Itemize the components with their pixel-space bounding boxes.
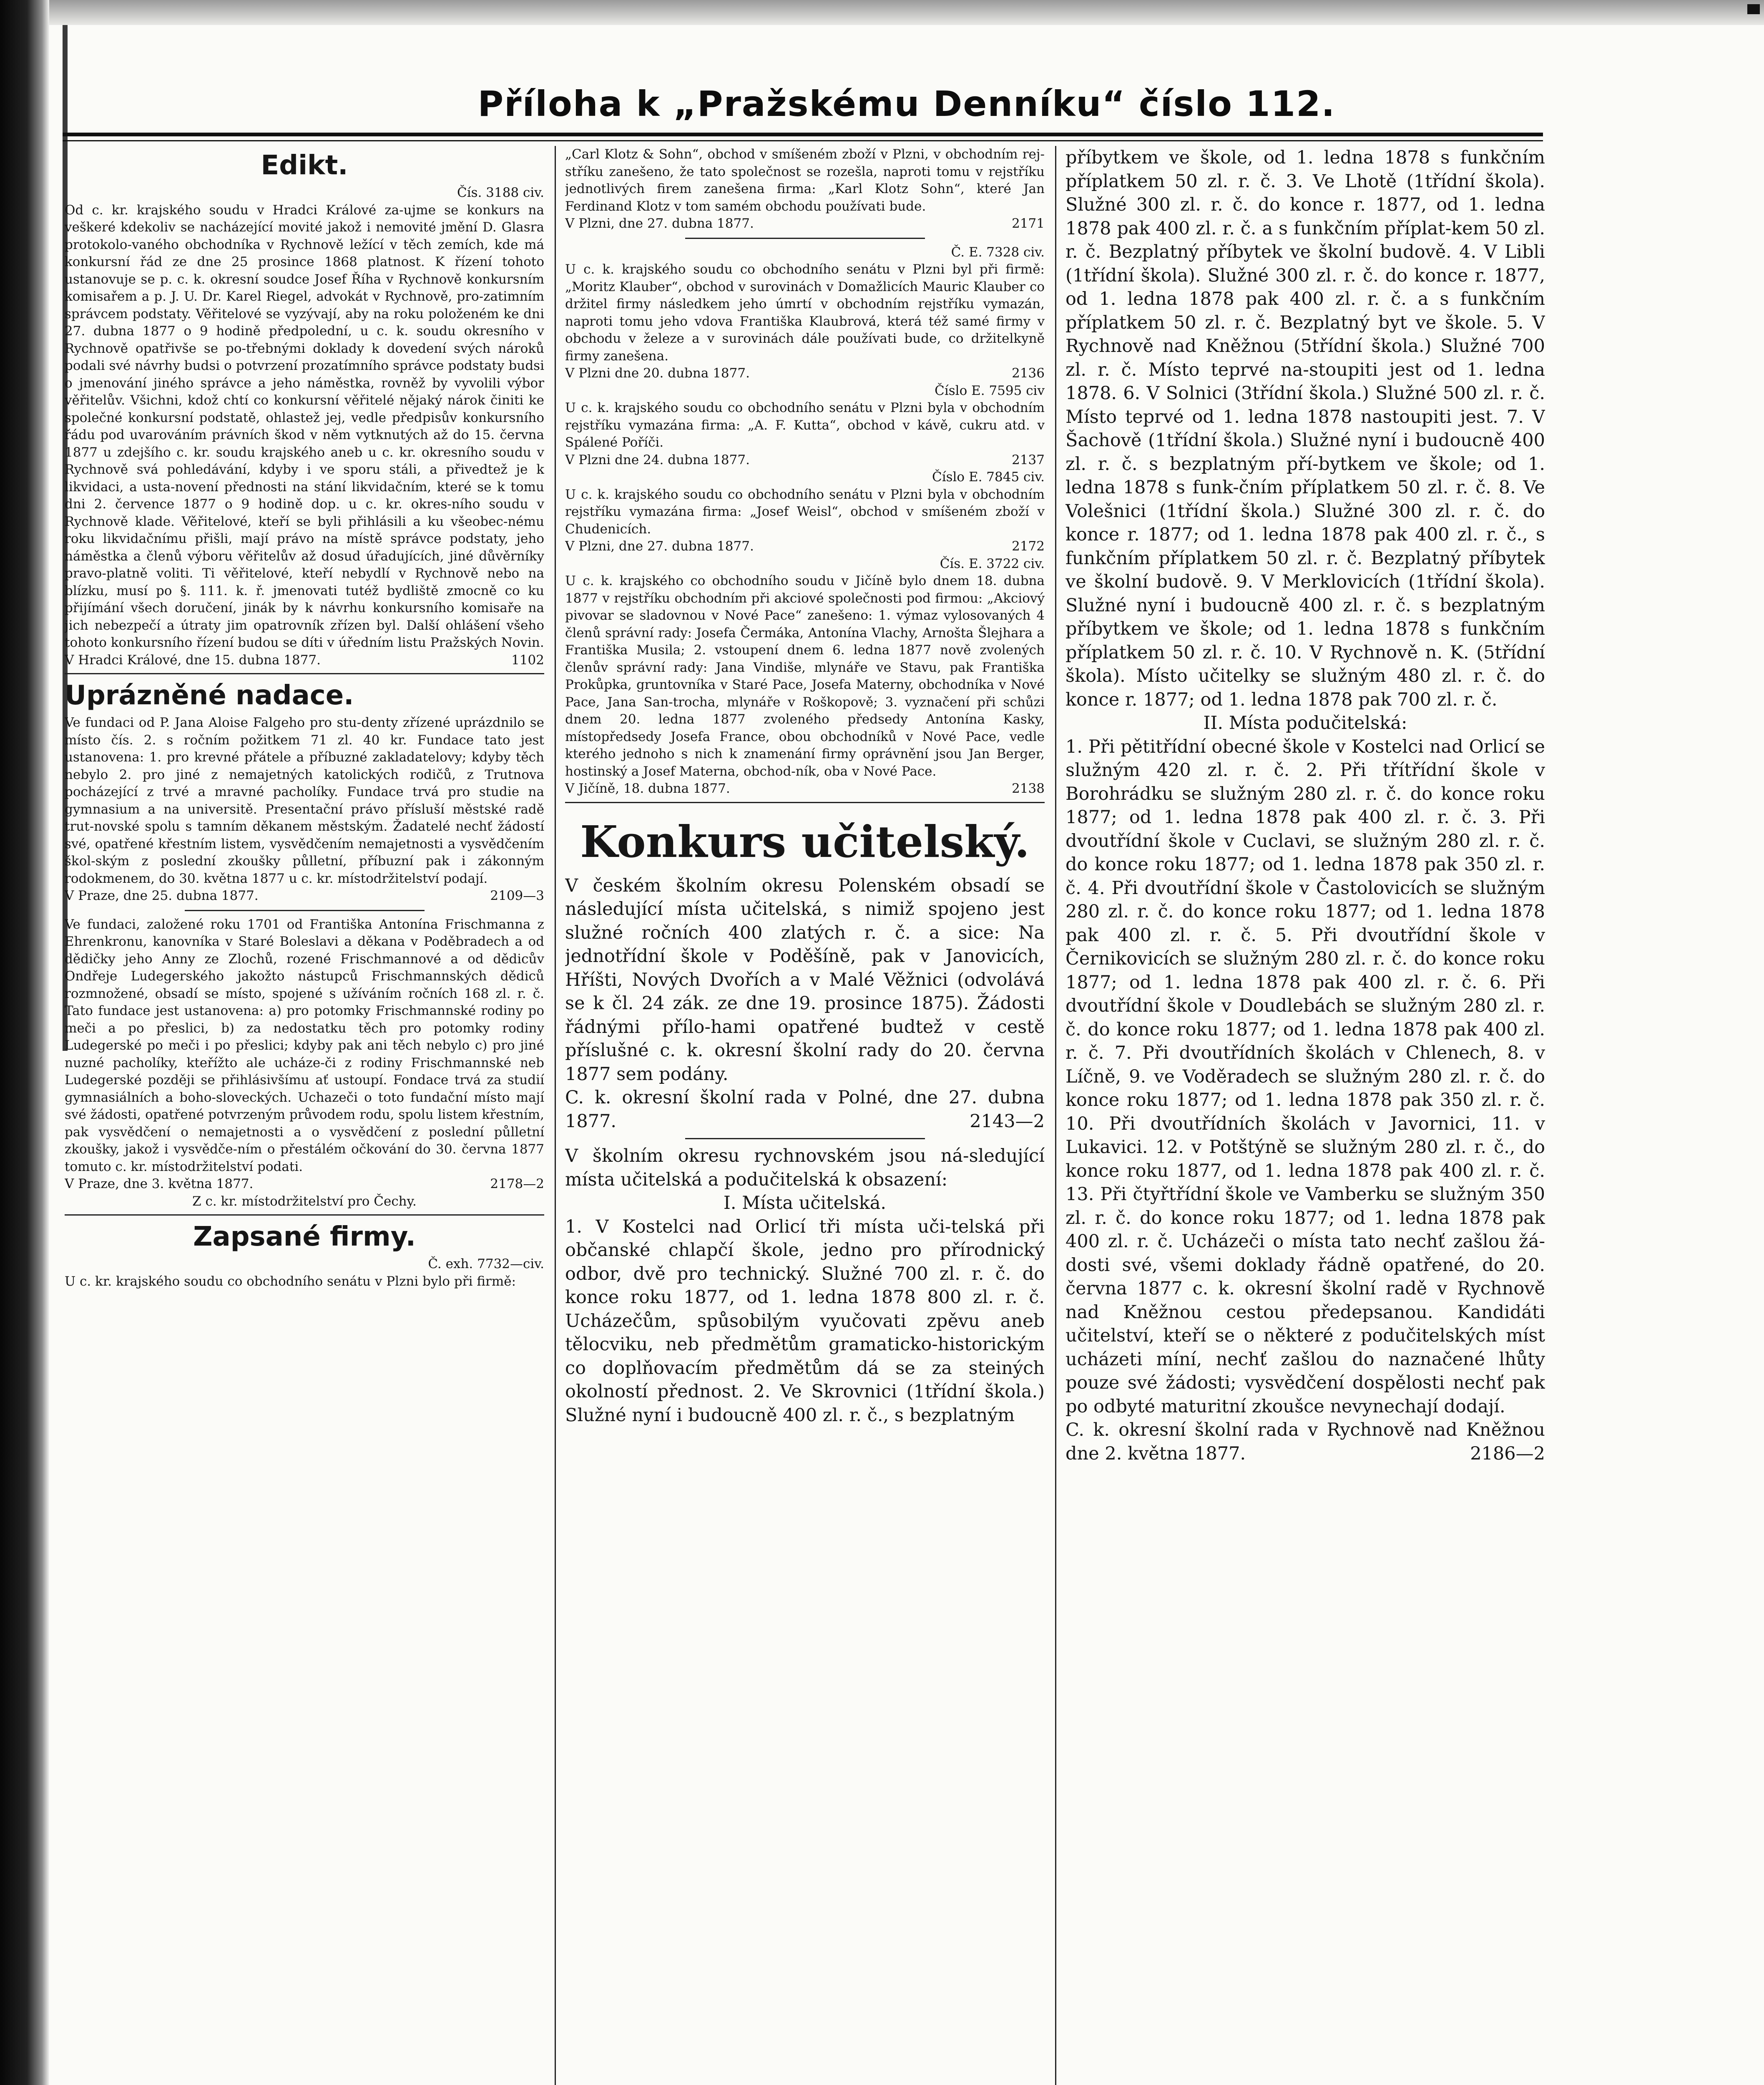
item-rule <box>685 238 925 239</box>
column-divider <box>555 146 556 2085</box>
item-rule <box>185 910 425 911</box>
firma-pivovar-signature: V Jičíně, 18. dubna 1877. 2138 <box>565 781 1045 796</box>
firmy-reference: Č. exh. 7732—civ. <box>428 1256 544 1271</box>
section-rule <box>65 1214 544 1216</box>
column-3 <box>1065 146 1545 2085</box>
firma-klauber-signature: V Plzni dne 20. dubna 1877. 2136 <box>565 366 1045 381</box>
konkurs-polna-text: V českém školním okresu Polenském obsadí se následující místa učitelská, s nimiž spojeno jest služné ročních 400 zlatých r. č. a sice: Na jednotřídní škole v Poděšíně, pak v Janovicích, Hříšti, Nových Dvořích a v Malé Věžnici (odvolává se k čl. 24 zák. ze dne 19. prosince 1875). Žádosti řádnými přílo-hami opatřené budtež v cestě příslušné c. k. okresní školní rady do 20. června 1877 sem podány. <box>565 875 1045 1085</box>
firma-weisl-signature: V Plzni, dne 27. dubna 1877. 2172 <box>565 539 1045 554</box>
firma-kutta-signature: V Plzni dne 24. dubna 1877. 2137 <box>565 452 1045 467</box>
firma-pivovar-reference: Čís. E. 3722 civ. <box>940 556 1045 571</box>
edikt-reference: Čís. 3188 civ. <box>457 185 544 200</box>
nadace-2-office: Z c. kr. místodržitelství pro Čechy. <box>192 1193 417 1209</box>
konkurs-rychnov-text: 1. V Kostelci nad Orlicí tři místa uči-telská při občanské chlapčí škole, jedno pro přírodnický odbor, dvě pro technický. Služné 700 zl. r. č. do konce roku 1877, od 1. ledna 1878 800 zl. r. č. Ucházečům, spůsobilým vyučovati zpěvu aneb tělocviku, neb předmětům gramaticko-historickým co doplňovacím předmětům dá se za steiných okolností přednost. 2. Ve Skrovnici (1třídní škola.) Služné nyní i budoucně 400 zl. r. č., s bezplatným <box>565 1216 1045 1426</box>
nadace-heading: Uprázněné nadace. <box>65 680 354 711</box>
item-rule <box>685 1138 925 1139</box>
nadace-2-text: Ve fundaci, založené roku 1701 od Františka Antonína Frischmanna z Ehrenkronu, kanovníka v Staré Boleslavi a děkana v Poděbradech a od dědičky jeho Anny ze Zlochů, rozené Frischmannové a od dědicův Ondřeje Ludegerského jakožto nástupců Frischmannských dědiců rozmnožené, obsadí se místo, spojené s užíváním ročních 168 zl. r. č. Tato fundace jest ustanovena: a) pro potomky Frischmannské rodiny po meči a po přeslici, b) za nedostatku těch pro potomky rodiny Ludegerské po meči i po přeslici; kdyby pak ani těch nebylo c) pro jiné nuzné pacholíky, kteřížto ale ucháze-či z rodiny Frischmannské neb Ludegerské později se přihlásivšímu ať ustoupí. Fondace trvá za studií gymnasiálních a boho-sloveckých. Uchazeči o toto fundační místo mají své žádosti, opatřené potvrzeným průvodem rodu, spolu listem křestním, pak vysvědčení o nemajetnosti a o vysvědčení z poslední půlletní zkoušky, jakož i vysvědče-ním o přestálém očkování do 30. června 1877 tomuto c. kr. místodržitelství podati. <box>65 917 544 1174</box>
edikt-text: Od c. kr. krajského soudu v Hradci Králové za-ujme se konkurs na veškeré kdekoliv se nacházející movité jakož i nemovité jmění D. Glasra protokolo-vaného obchodníka v Rychnově ležící v těch zemích, kde má konkursní řád ze dne 25 prosince 1868 platnost. K řízení tohoto ustanovuje se p. c. k. okresní soudce Josef Říha v Rychnově konkursním komisařem a p. J. U. Dr. Karel Riegel, advokát v Rychnově, pro-zatimním správcem podstaty. Věřitelové se vyzývají, aby na roku položeném ke dni 27. dubna 1877 o 9 hodině předpolední, u c. k. soudu okresního v Rychnově opatřivše se po-třebnými doklady k dovedení svých nároků podali své návrhy budsi o potvrzení prozatímního správce podstaty budsi o jmenování jiného správce a jeho náměstka, rovněž by vyvolili výbor věřitelův. Všichni, kdož chtí co konkursní věřitelé nějaký nárok činiti ke společné konkursní podstatě, ohlastež jej, vedle předpisův konkursního řádu pod uvarováním právních škod v něm vytknutých až do 15. června 1877 u zdejšího c. kr. soudu krajského aneb u c. kr. okresního soudu v Rychnově svá pohledávání, kdyby i ve sporu stáli, a přivedtež je k likvidaci, a usta-novení přednosti na stání likvidačním, které se k tomu dni 2. července 1877 o 9 hodině dop. u c. kr. okres-ního soudu v Rychnově klade. Věřitelové, kteří se byli přihlásili a ku všeobec-nému roku likvidačnímu přišli, mají právo na místě správce podstaty, jeho náměstka a členů výboru věřitelův až dosud úřadujících, jiné důvěrníky pravo-platně voliti. Ti věřitelové, kteří nebydlí v Rychnově nebo na blízku, musí po §. 111. k. ř. jmenovati tutéž bydliště zmocně co ku přijímání všech doručení, jinák by k návrhu konkursního komisaře na jich nebezpečí a útraty jim opatrovník zřízen byl. Další ohlášení všeho tohoto konkursního řízení budou se díti v úředním listu Pražských Novin. <box>65 202 544 650</box>
firma-kutta-text: U c. k. krajského soudu co obchodního senátu v Plzni byla v obchodním rejstříku vymazána firma: „A. F. Kutta“, obchod v kávě, cukru atd. v Spálené Poříči. <box>565 400 1045 450</box>
scan-shadow-left <box>0 0 49 2085</box>
firma-klauber-reference: Č. E. 7328 civ. <box>951 244 1045 260</box>
poducitelska-subheading: II. Místa podučitelská: <box>1203 713 1407 734</box>
nadace-1-text: Ve fundaci od P. Jana Aloise Falgeho pro stu-denty zřízené uprázdnilo se místo čís. 2. s ročním požitkem 71 zl. 40 kr. Fundace tato jest ustanovena: 1. pro krevné přátele a příbuzné zakladatelovy; kdyby těch nebylo 2. pro jiné z nemajetných katolických rodičů, z Trutnova pocházející z trvé a mravné pacholíky. Fundace trvá pro studie na gymnasium a na universitě. Presentační právo přísluší městské radě trut-novské spolu s tamním děkanem městským. Žadatelé nechť žádostí své, opatřené křestním listem, vysvědčením nemajetnosti a vysvědčením škol-ským z poslední zkoušky půlletní, příbuzní pak i zákonným rodokmenem, do 30. května 1877 u c. kr. místodržitelství podají. <box>65 715 544 886</box>
firma-klotz-signature: V Plzni, dne 27. dubna 1877. 2171 <box>565 216 1045 231</box>
konkurs-heading: Konkurs učitelský. <box>580 816 1030 867</box>
firma-pivovar-text: U c. k. krajského co obchodního soudu v Jičíně bylo dnem 18. dubna 1877 v rejstříku obchodním při akciové společnosti pod firmou: „Akciový pivovar se sladovnou v Nové Pace“ zanešeno: 1. výmaz vylosovaných 4 členů správní rady: Josefa Čermáka, Antonína Vlachy, Arnošta Šlejhara a Františka Musila; 2. vstoupení dnem 6. ledna 1877 nově zvolených členův správní rady: Jana Vindiše, mlynáře ve Stavu, pak Františka Prokůpka, gruntovníka v Staré Pace, Josefa Materny, obchodníka v Nové Pace, Jana San-trocha, mlynáře v Roškopově; 3. vyznačení při schůzi dnem 20. ledna 1877 zvoleného předsedy Antonína Kasky, místopředsedy Josefa France, obou obchodníků v Nové Pace, vedle kterého jednoho s nich k znamenání firmy oprávnění jsou Jan Berger, hostinský a Josef Materna, obchod-ník, oba v Nové Pace. <box>565 573 1045 779</box>
firma-weisl-reference: Číslo E. 7845 civ. <box>932 470 1045 485</box>
page-title: Příloha k „Pražskému Denníku“ číslo 112. <box>477 83 1336 124</box>
scan-shadow-top <box>49 0 1764 25</box>
edikt-signature: V Hradci Králové, dne 15. dubna 1877. 1102 <box>65 652 544 668</box>
section-rule <box>565 802 1045 803</box>
konkurs-polna-signature: C. k. okresní školní rada v Polné, dne 27. dubna 1877. 2143—2 <box>565 1087 1045 1132</box>
title-rule-thin <box>63 140 1543 141</box>
konkurs-rychnov-subheading: I. Místa učitelská. <box>723 1193 887 1213</box>
firma-klauber-text: U c. k. krajského soudu co obchodního senátu v Plzni byl při firmě: „Moritz Klauber“, obchod v surovinách v Domažlicích Mauric Klauber co držitel firmy následkem jeho úmrtí v obchodním rejstříku vymazán, naproti tomu jeho vdova Františka Klaubrová, která též samé firmy v obchodu v železe a v surovinách dále používati bude, co držitelkyně firmy zanešena. <box>565 262 1045 364</box>
title-rule <box>63 133 1543 136</box>
konkurs-rychnov-intro: V školním okresu rychnovském jsou ná-sledující místa učitelská a podučitelská k obsazení: <box>565 1145 1045 1190</box>
section-rule <box>65 673 544 674</box>
nadace-2-signature: V Praze, dne 3. května 1877. 2178—2 <box>65 1176 544 1191</box>
column-1 <box>65 146 544 2085</box>
edikt-heading: Edikt. <box>261 150 348 181</box>
konkurs-signature: C. k. okresní školní rada v Rychnově nad Kněžnou dne 2. května 1877. 2186—2 <box>1065 1419 1545 1464</box>
firmy-heading: Zapsané firmy. <box>193 1221 416 1252</box>
firmy-text: U c. kr. krajského soudu co obchodního senátu v Plzni bylo při firmě: <box>65 1274 516 1289</box>
column-divider <box>1055 146 1056 2085</box>
poducitelska-text: 1. Při pětitřídní obecné škole v Kostelci nad Orlicí se služným 420 zl. r. č. 2. Při třítřídní škole v Borohrádku se služným 280 zl. r. č. do konce roku 1877; od 1. ledna 1878 pak 400 zl. r. č. 3. Při dvoutřídní škole v Cuclavi, se služným 280 zl. r. č. do konce roku 1877; od 1. ledna 1878 pak 350 zl. r. č. 4. Při dvoutřídní škole v Častolovicích se služným 280 zl. r. č. do konce roku 1877; od 1. ledna 1878 pak 400 zl. r. č. 5. Při dvoutřídní škole v Černikovicích se služným 280 zl. r. č. do konce roku 1877; od 1. ledna 1878 pak 400 zl. r. č. 6. Při dvoutřídní škole v Doudlebách se služným 280 zl. r. č. do konce roku 1877; od 1. ledna 1878 pak 400 zl. r. č. 7. Při dvoutřídních školách v Chlenech, 8. v Líčně, 9. ve Voděradech se služným 280 zl. r. č. do konce roku 1877; od 1. ledna 1878 pak 350 zl. r. č. 10. Při dvoutřídních školách v Javornici, 11. v Lukavici. 12. v Potštýně se služným 280 zl. r. č., do konce roku 1877, od 1. ledna 1878 pak 400 zl. r. č. 13. Při čtyřtřídní škole ve Vamberku se služným 350 zl. r. č. do konce roku 1877; od 1. ledna 1878 pak 400 zl. r. č. Ucházeči o místa tato nechť zašlou žá-dosti své, všemi doklady řádně opatřené, do 20. června 1877 c. k. okresní školní radě v Rychnově nad Kněžnou cestou předepsanou. Kandidáti učitelství, kteří se o některé z podučitelských míst ucházeti míní, nechť zašlou do naznačené lhůty pouze své žádosti; vysvědčení dospělosti nechť pak po odbyté maturitní zkoušce nevynechají dodají. <box>1065 736 1545 1417</box>
firma-klotz-text: „Carl Klotz & Sohn“, obchod v smíšeném zboží v Plzni, v obchodním rej-stříku zanešeno, že tato společnost se rozešla, naproti tomu v rejstříku jednotlivých firem zanešena firma: „Karl Klotz Sohn“, které Jan Ferdinand Klotz v tom samém obchodu používati bude. <box>565 147 1045 214</box>
nadace-1-signature: V Praze, dne 25. dubna 1877. 2109—3 <box>65 888 544 903</box>
column-2 <box>565 146 1045 2085</box>
corner-mark <box>1747 4 1760 14</box>
konkurs-continued-text: příbytkem ve škole, od 1. ledna 1878 s funkčním příplatkem 50 zl. r. č. 3. Ve Lhotě (1třídní škola). Služné 300 zl. r. č. do konce r. 1877, od 1. ledna 1878 pak 400 zl. r. č. a s funkčním příplat-kem 50 zl. r. č. Bezplatný příbytek ve školní budově. 4. V Libli (1třídní škola). Služné 300 zl. r. č. do konce r. 1877, od 1. ledna 1878 pak 400 zl. r. č. a s funkčním příplatkem 50 zl. r. č. Bezplatný byt ve škole. 5. V Rychnově nad Kněžnou (5třídní škola.) Služné 700 zl. r. č. Místo teprvé na-stoupiti jest od 1. ledna 1878. 6. V Solnici (3třídní škola.) Služné 500 zl. r. č. Místo teprvé od 1. ledna 1878 nastoupiti jest. 7. V Šachově (1třídní škola.) Služné nyní i budoucně 400 zl. r. č. s bezplatným pří-bytkem ve škole; od 1. ledna 1878 s funk-čním příplatkem 50 zl. r. č. 8. Ve Volešnici (1třídní škola.) Služné 300 zl. r. č. do konce r. 1877; od 1. ledna 1878 pak 400 zl. r. č., s funkčním příplatkem 50 zl. r. č. Bezplatný příbytek ve školní budově. 9. V Merklovicích (1třídní škola). Služné nyní i budoucně 400 zl. r. č. s bezplatným příbytkem ve škole; od 1. ledna 1878 s funkčním příplatkem 50 zl. r. č. 10. V Rychnově n. K. (5třídní škola). Místo učitelky se služným 480 zl. r. č. do konce r. 1877; od 1. ledna 1878 pak 700 zl. r. č. <box>1065 147 1545 710</box>
firma-weisl-text: U c. k. krajského soudu co obchodního senátu v Plzni byla v obchodním rejstříku vymazána firma: „Josef Weisl“, obchod v smíšeném zboží v Chudenicích. <box>565 487 1045 537</box>
firma-kutta-reference: Číslo E. 7595 civ <box>935 383 1045 398</box>
